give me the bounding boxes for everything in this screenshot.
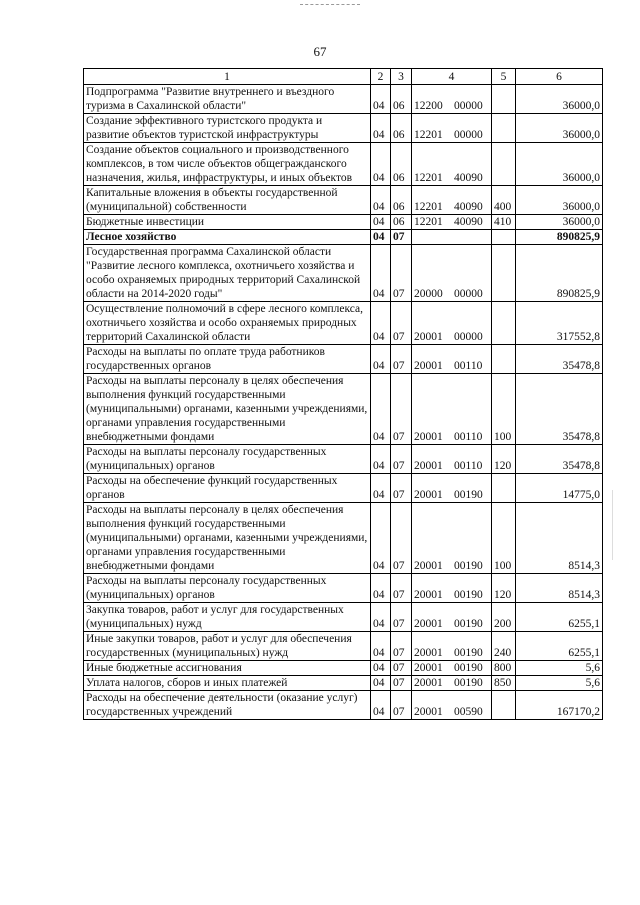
row-vr-cell — [492, 245, 516, 302]
row-sum-cell: 5,6 — [516, 676, 603, 691]
row-name-cell: Осуществление полномочий в сфере лесного комплекса, охотничьего хозяйства и особо охраняемых природных территорий Сахалинской области — [84, 302, 371, 345]
row-sum-cell: 14775,0 — [516, 474, 603, 503]
col-header-sum: 6 — [516, 69, 603, 85]
row-vr-cell — [492, 345, 516, 374]
row-name-cell: Уплата налогов, сборов и иных платежей — [84, 676, 371, 691]
row-csr-program: 20001 — [414, 677, 443, 689]
row-vr-cell: 240 — [492, 632, 516, 661]
row-sum-cell: 36000,0 — [516, 186, 603, 215]
row-name-cell: Капитальные вложения в объекты государственной (муниципальной) собственности — [84, 186, 371, 215]
row-csr-program: 20001 — [414, 431, 443, 443]
row-csr-direction: 00190 — [454, 618, 483, 630]
row-pr-cell: 06 — [391, 85, 412, 114]
row-pr-cell: 06 — [391, 215, 412, 230]
row-csr-direction: 00190 — [454, 677, 483, 689]
row-vr-cell: 410 — [492, 215, 516, 230]
row-sum-cell: 36000,0 — [516, 143, 603, 186]
row-csr-direction: 40090 — [454, 201, 483, 213]
row-name-cell: Подпрограмма "Развитие внутреннего и въездного туризма в Сахалинской области" — [84, 85, 371, 114]
row-name-cell: Бюджетные инвестиции — [84, 215, 371, 230]
scan-margin-mark — [612, 490, 613, 560]
row-csr-program: 20001 — [414, 460, 443, 472]
row-csr-program: 20001 — [414, 706, 443, 718]
row-sum-cell: 8514,3 — [516, 503, 603, 574]
row-sum-cell: 35478,8 — [516, 445, 603, 474]
row-csr-cell — [412, 85, 492, 114]
row-csr-direction: 00110 — [454, 460, 483, 472]
row-csr-program: 20001 — [414, 331, 443, 343]
row-pr-cell: 07 — [391, 661, 412, 676]
row-vr-cell — [492, 691, 516, 720]
row-vr-cell — [492, 114, 516, 143]
row-csr-direction: 00000 — [454, 100, 483, 112]
row-csr-cell — [412, 345, 492, 374]
row-csr-direction: 00190 — [454, 647, 483, 659]
row-csr-direction: 00000 — [454, 129, 483, 141]
row-rz-cell: 04 — [371, 445, 391, 474]
row-rz-cell: 04 — [371, 503, 391, 574]
row-rz-cell: 04 — [371, 85, 391, 114]
row-pr-cell: 07 — [391, 302, 412, 345]
row-vr-cell — [492, 302, 516, 345]
row-name-cell: Расходы на обеспечение функций государственных органов — [84, 474, 371, 503]
table-row — [84, 245, 603, 302]
row-rz-cell: 04 — [371, 114, 391, 143]
table-row — [84, 374, 603, 445]
row-vr-cell — [492, 474, 516, 503]
table-row — [84, 143, 603, 186]
table-row — [84, 474, 603, 503]
row-name-cell: Расходы на выплаты персоналу в целях обеспечения выполнения функций государственными (муниципальными) органами, казенными учреждениями, органами управления государственными внебюджетными фондами — [84, 503, 371, 574]
table-row — [84, 230, 603, 245]
row-rz-cell: 04 — [371, 186, 391, 215]
row-vr-cell: 120 — [492, 445, 516, 474]
row-pr-cell: 07 — [391, 632, 412, 661]
row-rz-cell: 04 — [371, 691, 391, 720]
table-row — [84, 85, 603, 114]
row-name-cell: Расходы на обеспечение деятельности (оказание услуг) государственных учреждений — [84, 691, 371, 720]
row-vr-cell — [492, 143, 516, 186]
row-csr-cell — [412, 603, 492, 632]
row-vr-cell — [492, 85, 516, 114]
table-row — [84, 503, 603, 574]
row-pr-cell: 07 — [391, 691, 412, 720]
row-pr-cell: 06 — [391, 143, 412, 186]
row-vr-cell: 200 — [492, 603, 516, 632]
row-rz-cell: 04 — [371, 574, 391, 603]
row-csr-direction: 40090 — [454, 216, 483, 228]
row-csr-direction: 00590 — [454, 706, 483, 718]
row-csr-program: 12201 — [414, 129, 443, 141]
row-pr-cell: 07 — [391, 374, 412, 445]
row-csr-program: 12201 — [414, 172, 443, 184]
row-csr-program: 20001 — [414, 560, 443, 572]
row-csr-cell — [412, 186, 492, 215]
row-csr-cell — [412, 676, 492, 691]
col-header-csr: 4 — [412, 69, 492, 85]
table-row — [84, 114, 603, 143]
col-header-name: 1 — [84, 69, 371, 85]
row-csr-cell — [412, 632, 492, 661]
row-sum-cell: 35478,8 — [516, 345, 603, 374]
row-sum-cell: 890825,9 — [516, 230, 603, 245]
col-header-vr: 5 — [492, 69, 516, 85]
row-csr-program: 20001 — [414, 360, 443, 372]
row-pr-cell: 07 — [391, 574, 412, 603]
row-name-cell: Иные бюджетные ассигнования — [84, 661, 371, 676]
row-sum-cell: 6255,1 — [516, 632, 603, 661]
row-vr-cell — [492, 230, 516, 245]
row-csr-direction: 00110 — [454, 360, 483, 372]
row-rz-cell: 04 — [371, 676, 391, 691]
row-sum-cell: 167170,2 — [516, 691, 603, 720]
row-pr-cell: 06 — [391, 186, 412, 215]
row-sum-cell: 5,6 — [516, 661, 603, 676]
row-csr-direction: 00190 — [454, 489, 483, 501]
row-csr-direction: 00190 — [454, 560, 483, 572]
row-csr-direction: 00190 — [454, 589, 483, 601]
row-csr-direction: 00000 — [454, 288, 483, 300]
row-pr-cell: 07 — [391, 603, 412, 632]
row-name-cell: Иные закупки товаров, работ и услуг для обеспечения государственных (муниципальных) нужд — [84, 632, 371, 661]
row-csr-program: 12201 — [414, 216, 443, 228]
row-csr-direction: 00110 — [454, 431, 483, 443]
row-sum-cell: 6255,1 — [516, 603, 603, 632]
row-csr-program: 20000 — [414, 288, 443, 300]
row-name-cell: Закупка товаров, работ и услуг для государственных (муниципальных) нужд — [84, 603, 371, 632]
table-row — [84, 574, 603, 603]
row-name-cell: Создание эффективного туристского продукта и развитие объектов туристской инфраструктуры — [84, 114, 371, 143]
row-rz-cell: 04 — [371, 374, 391, 445]
row-rz-cell: 04 — [371, 661, 391, 676]
row-sum-cell: 36000,0 — [516, 215, 603, 230]
table-row — [84, 186, 603, 215]
row-csr-cell — [412, 215, 492, 230]
row-sum-cell: 8514,3 — [516, 574, 603, 603]
row-vr-cell: 400 — [492, 186, 516, 215]
row-rz-cell: 04 — [371, 245, 391, 302]
row-rz-cell: 04 — [371, 603, 391, 632]
row-rz-cell: 04 — [371, 345, 391, 374]
row-sum-cell: 36000,0 — [516, 114, 603, 143]
row-rz-cell: 04 — [371, 143, 391, 186]
row-pr-cell: 07 — [391, 445, 412, 474]
row-pr-cell: 07 — [391, 245, 412, 302]
row-name-cell: Государственная программа Сахалинской области "Развитие лесного комплекса, охотничьего хозяйства и особо охраняемых природных территорий Сахалинской области на 2014-2020 годы" — [84, 245, 371, 302]
row-csr-direction: 40090 — [454, 172, 483, 184]
row-csr-program: 20001 — [414, 618, 443, 630]
row-name-cell: Лесное хозяйство — [84, 230, 371, 245]
row-csr-cell — [412, 114, 492, 143]
row-pr-cell: 07 — [391, 345, 412, 374]
scan-artifact-line — [300, 4, 360, 5]
row-csr-direction: 00190 — [454, 662, 483, 674]
col-header-pr: 3 — [391, 69, 412, 85]
table-row — [84, 603, 603, 632]
row-csr-cell — [412, 503, 492, 574]
row-csr-program: 20001 — [414, 489, 443, 501]
table-row — [84, 691, 603, 720]
row-sum-cell: 35478,8 — [516, 374, 603, 445]
row-name-cell: Расходы на выплаты персоналу в целях обеспечения выполнения функций государственными (муниципальными) органами, казенными учреждениями, органами управления государственными внебюджетными фондами — [84, 374, 371, 445]
table-row — [84, 345, 603, 374]
col-header-rz: 2 — [371, 69, 391, 85]
row-sum-cell: 36000,0 — [516, 85, 603, 114]
row-name-cell: Создание объектов социального и производственного комплексов, в том числе объектов общегражданского назначения, жилья, инфраструктуры, и иных объектов — [84, 143, 371, 186]
row-pr-cell: 06 — [391, 114, 412, 143]
row-vr-cell: 800 — [492, 661, 516, 676]
row-name-cell: Расходы на выплаты по оплате труда работников государственных органов — [84, 345, 371, 374]
row-vr-cell: 120 — [492, 574, 516, 603]
table-row — [84, 676, 603, 691]
row-csr-cell — [412, 230, 492, 245]
table-row — [84, 445, 603, 474]
row-pr-cell: 07 — [391, 474, 412, 503]
row-csr-cell — [412, 302, 492, 345]
row-rz-cell: 04 — [371, 215, 391, 230]
row-vr-cell: 100 — [492, 374, 516, 445]
row-name-cell: Расходы на выплаты персоналу государственных (муниципальных) органов — [84, 574, 371, 603]
row-csr-program: 20001 — [414, 589, 443, 601]
row-sum-cell: 317552,8 — [516, 302, 603, 345]
row-csr-cell — [412, 661, 492, 676]
row-csr-cell — [412, 245, 492, 302]
row-pr-cell: 07 — [391, 503, 412, 574]
row-csr-cell — [412, 374, 492, 445]
row-csr-cell — [412, 143, 492, 186]
row-rz-cell: 04 — [371, 230, 391, 245]
row-sum-cell: 890825,9 — [516, 245, 603, 302]
row-csr-cell — [412, 445, 492, 474]
header-row — [84, 69, 603, 85]
row-rz-cell: 04 — [371, 302, 391, 345]
table-row — [84, 661, 603, 676]
row-csr-program: 12201 — [414, 201, 443, 213]
row-csr-program: 12200 — [414, 100, 443, 112]
row-csr-cell — [412, 474, 492, 503]
row-vr-cell: 850 — [492, 676, 516, 691]
row-vr-cell: 100 — [492, 503, 516, 574]
table-row — [84, 632, 603, 661]
table-row — [84, 215, 603, 230]
row-rz-cell: 04 — [371, 632, 391, 661]
row-csr-program: 20001 — [414, 662, 443, 674]
row-pr-cell: 07 — [391, 230, 412, 245]
row-csr-direction: 00000 — [454, 331, 483, 343]
row-name-cell: Расходы на выплаты персоналу государственных (муниципальных) органов — [84, 445, 371, 474]
row-csr-program: 20001 — [414, 647, 443, 659]
budget-table — [83, 68, 603, 720]
row-rz-cell: 04 — [371, 474, 391, 503]
row-pr-cell: 07 — [391, 676, 412, 691]
row-csr-cell — [412, 691, 492, 720]
table-row — [84, 302, 603, 345]
row-csr-cell — [412, 574, 492, 603]
page-number: 67 — [313, 44, 327, 59]
